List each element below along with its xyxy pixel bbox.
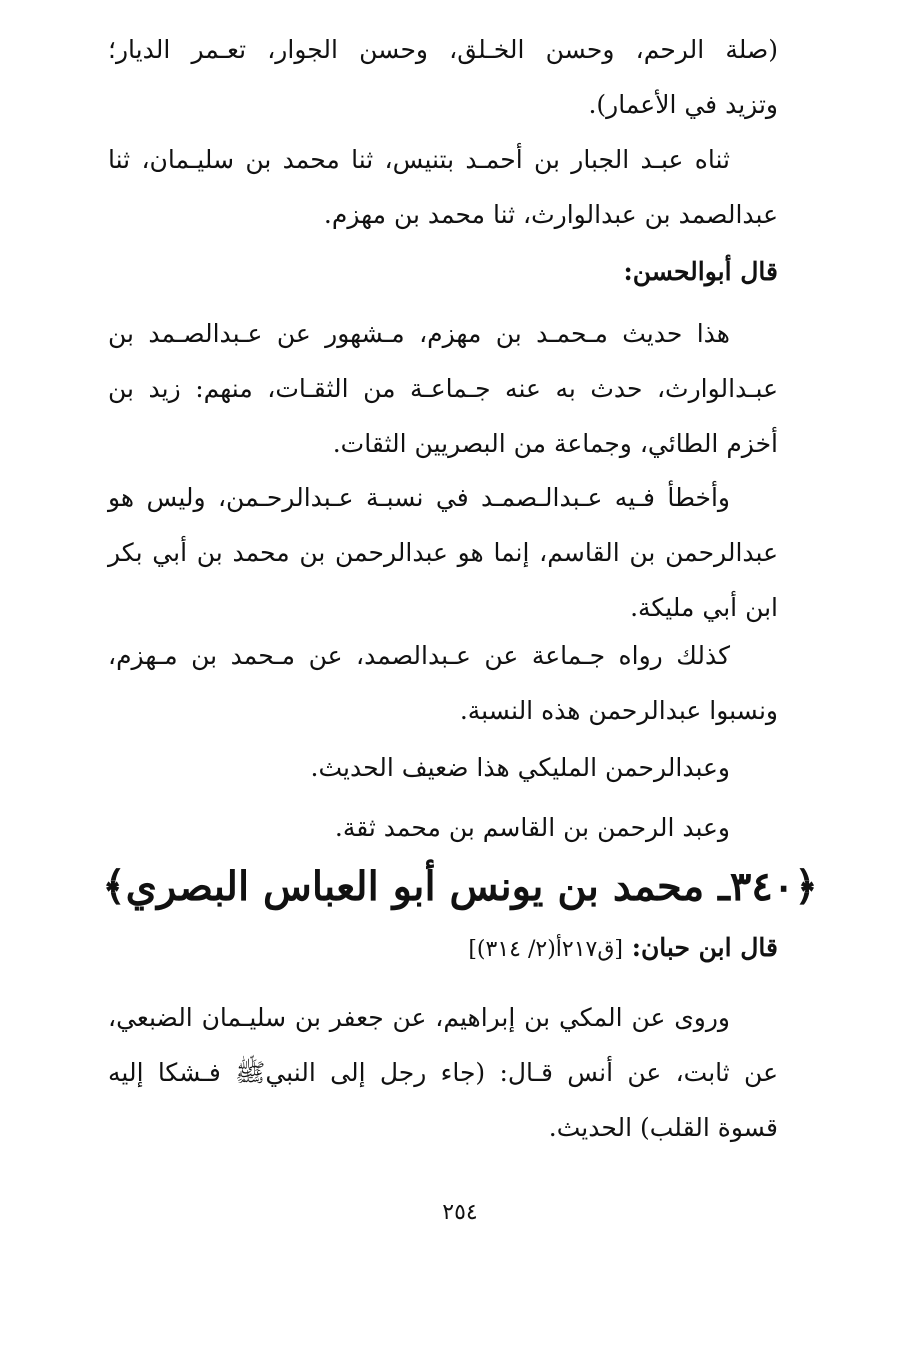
text-line: (صلة الرحم، وحسن الخـلق، وحسن الجوار، تعـمر الديار؛ [108,35,778,64]
text-line: وعبد الرحمن بن القاسم بن محمد ثقة. [334,813,730,842]
paragraph-hadith-text [108,22,778,132]
text-line: قسوة القلب) الحديث. [548,1113,778,1142]
manuscript-reference: [ق٢١٧أ(٢/ ٣١٤)] [468,937,623,962]
paragraph-commentary [108,306,778,471]
text-line: عبـدالوارث، حدث به عنه جـماعـة من الثقـات، منهم: زيد بن [108,374,778,403]
page-number: ٢٥٤ [442,1200,478,1225]
paragraph-error-note [108,470,778,635]
text-line: وروى عن المكي بن إبراهيم، عن جعفر بن سليـمان الضبعي، [108,1003,730,1032]
paragraph-qasim-trustworthy [108,800,778,855]
paragraph-mulayki-weak [108,740,778,795]
heading-label: قال ابن حبان: [631,933,778,962]
section-heading: قال أبوالحسن: [623,257,778,286]
paragraph-isnad [108,132,778,242]
text-line: كذلك رواه جـماعة عن عـبدالصمد، عن مـحمد بن مـهزم، [108,641,730,670]
heading-abu-al-hasan [108,244,778,299]
text-line: وتزيد في الأعمار). [588,90,778,119]
text-line: ونسبوا عبدالرحمن هذه النسبة. [459,696,778,725]
text-line: عبدالصمد بن عبدالوارث، ثنا محمد بن مهزم. [323,200,778,229]
entry-heading: ﴿٣٤٠ـ محمد بن يونس أبو العباس البصري﴾ [102,863,818,910]
paragraph-narration-group [108,628,778,738]
text-line: وأخطأ فـيه عـبدالـصمـد في نسبـة عـبدالرحـمن، وليس هو [108,483,730,512]
text-line: ابن أبي مليكة. [630,593,778,622]
heading-ibn-hibban [108,920,778,977]
text-line: عن ثابت، عن أنس قـال: (جاء رجل إلى النبيﷺ فـشكا إليه [108,1058,778,1087]
text-line: ثناه عبـد الجبار بن أحمـد بتنيس، ثنا محمد بن سليـمان، ثنا [108,145,730,174]
text-line: هذا حديث مـحمـد بن مهزم، مـشهور عن عـبدالصـمد بن [108,319,730,348]
paragraph-riwaya [108,990,778,1155]
text-line: عبدالرحمن بن القاسم، إنما هو عبدالرحمن بن محمد بن أبي بكر [108,538,778,567]
text-line: وعبدالرحمن المليكي هذا ضعيف الحديث. [310,753,730,782]
text-line: أخزم الطائي، وجماعة من البصريين الثقات. [332,429,778,458]
